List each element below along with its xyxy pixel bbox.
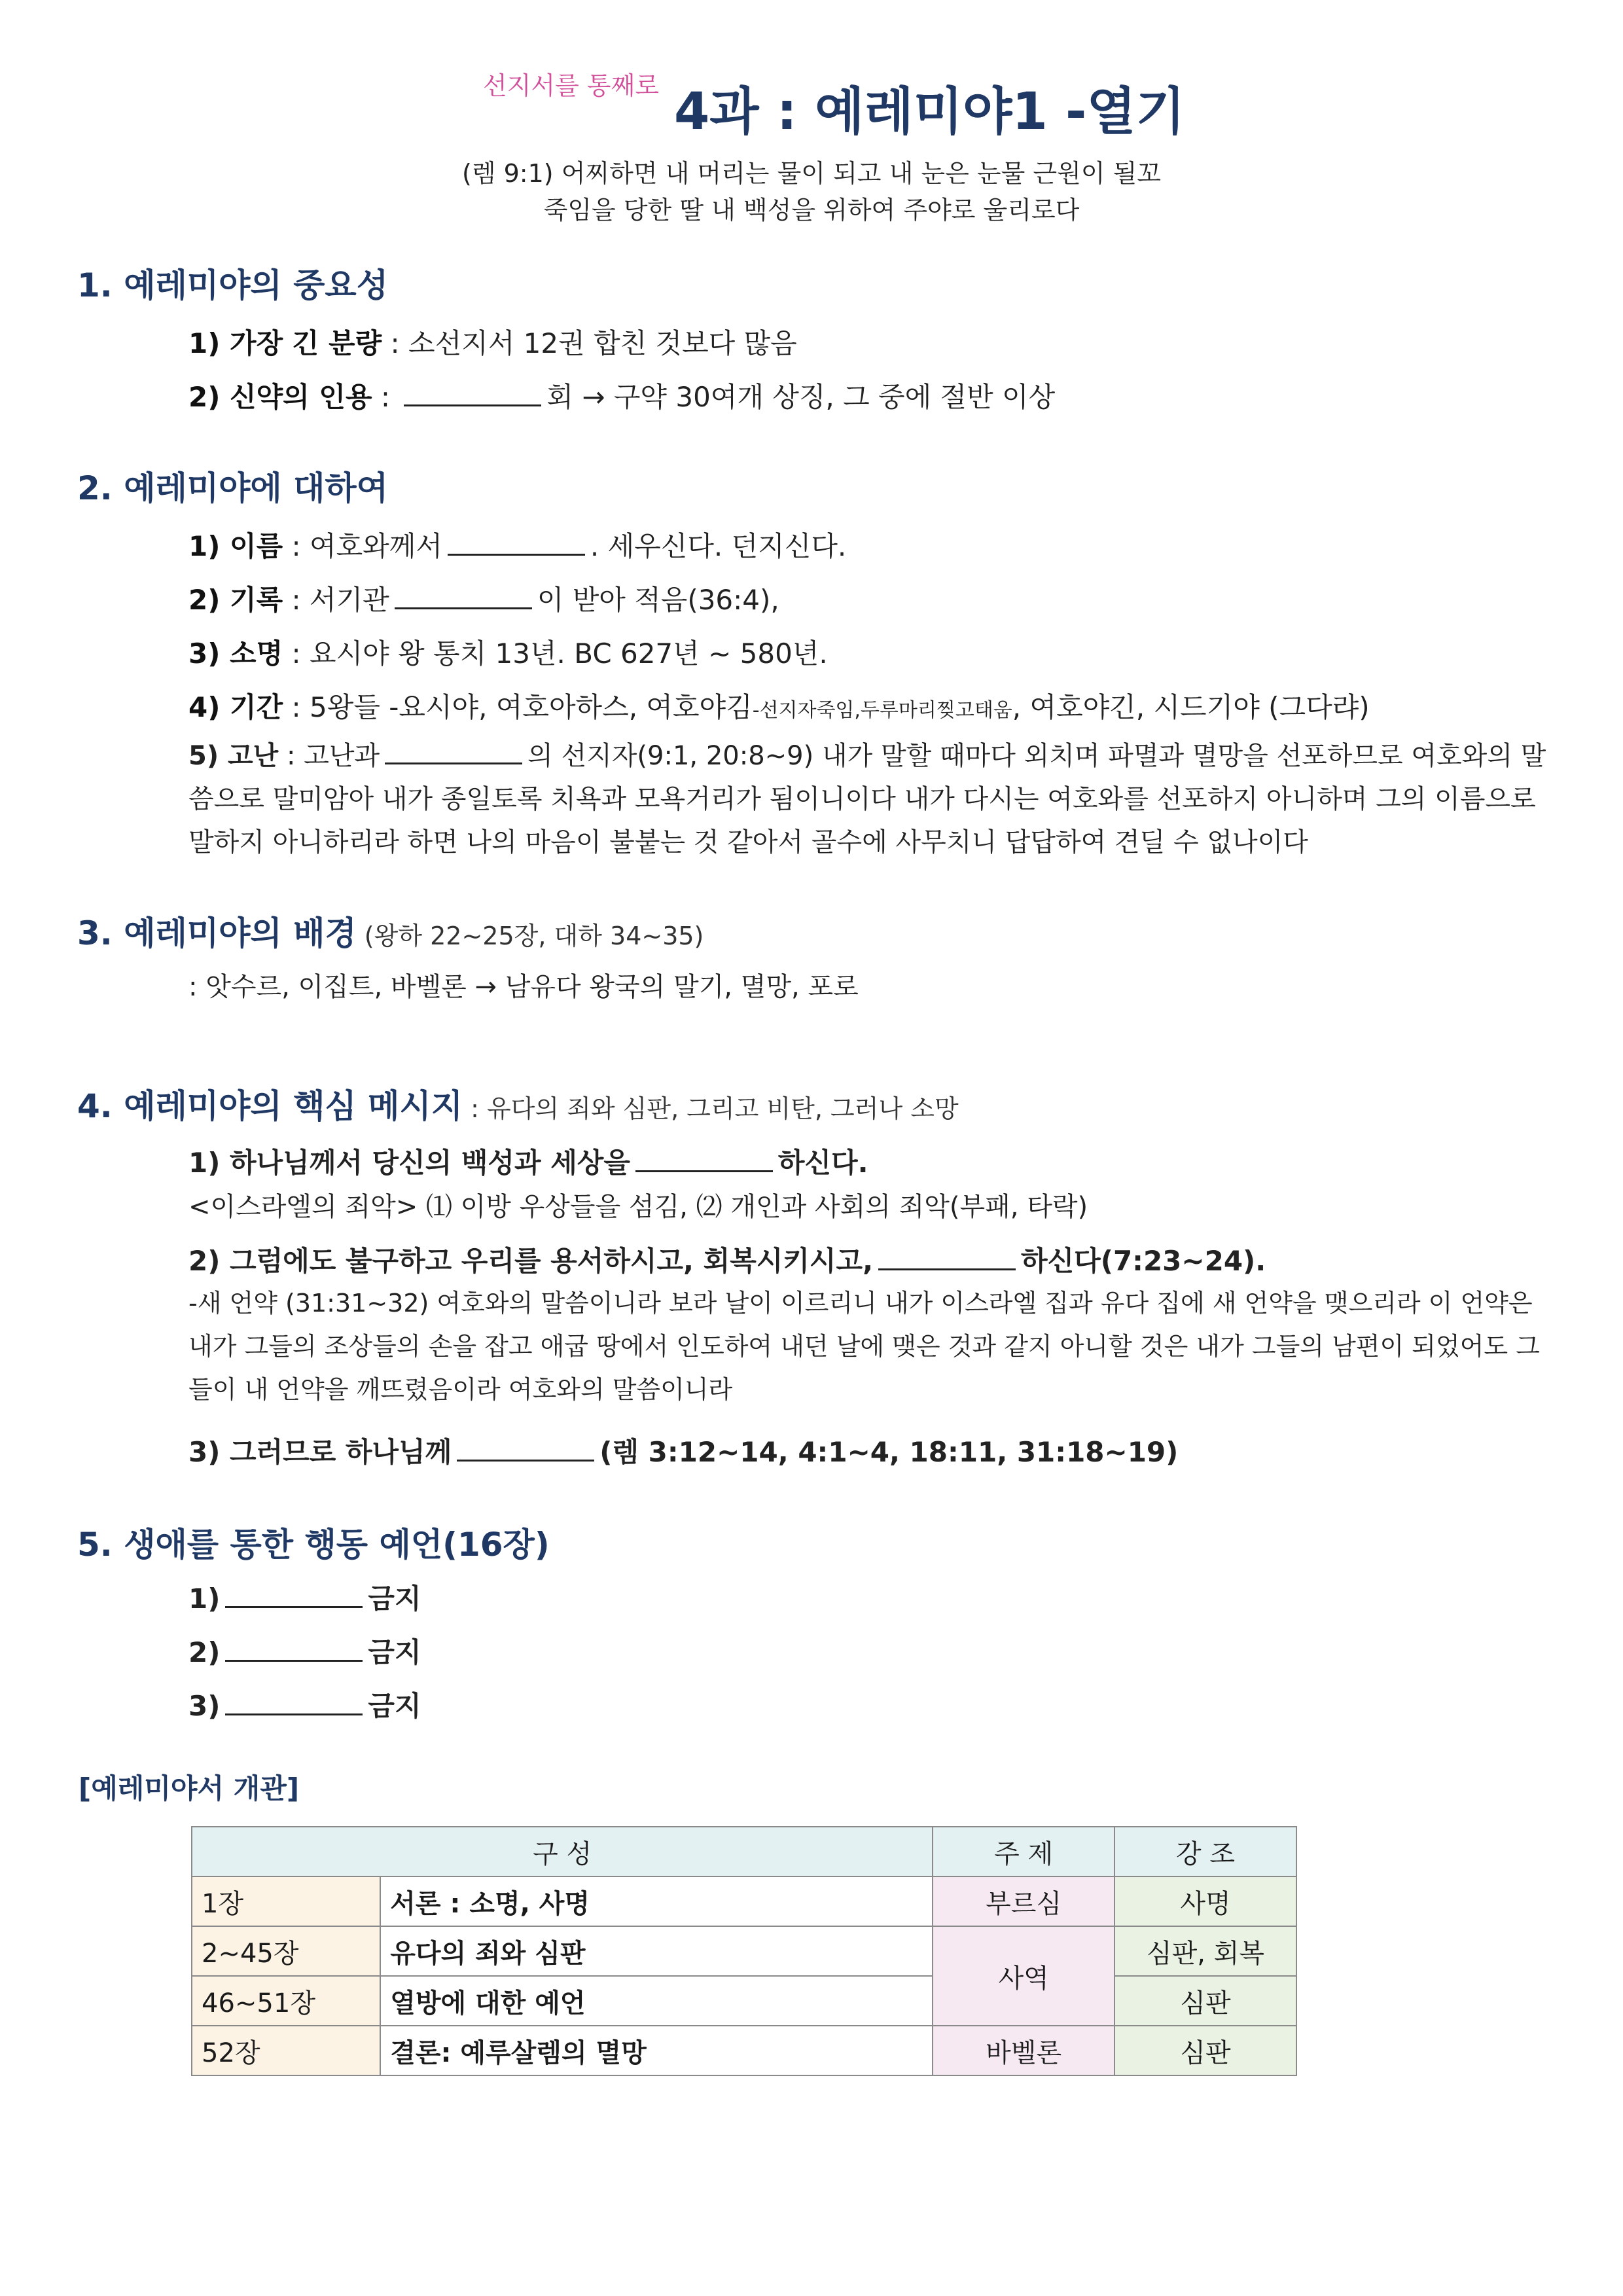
sec2-item-1-label: 1) 이름: [188, 530, 283, 562]
section-1-heading: 1. 예레미야의 중요성: [77, 266, 388, 304]
sec4-point-3-post: (렘 3:12~14, 4:1~4, 18:11, 31:18~19): [599, 1436, 1179, 1468]
section-4-subtitle: : 유다의 죄와 심판, 그리고 비탄, 그러나 소망: [463, 1094, 959, 1123]
fill-in-blank[interactable]: [225, 1581, 363, 1608]
sec2-item-4-post: , 여호야긴, 시드기야 (그다랴): [1012, 691, 1370, 723]
verse-line-2: 죽임을 당한 딸 내 백성을 위하여 주야로 울리로다: [543, 196, 1080, 224]
sec2-item-2-pre: : 서기관: [283, 584, 389, 616]
table-row: [192, 1976, 1296, 2026]
sec2-item-3-label: 3) 소명: [188, 637, 283, 670]
sec1-item-2: [188, 376, 1055, 415]
content-cell: 열방에 대한 예언: [380, 1976, 933, 2026]
sec2-item-2: [188, 579, 779, 618]
sec1-item-2-pre: :: [372, 381, 399, 413]
sec4-point-2: [188, 1240, 1266, 1279]
header-emphasis: 강 조: [1115, 1827, 1296, 1876]
sec4-point-3: [188, 1431, 1178, 1470]
section-3-heading: [77, 907, 704, 954]
fill-in-blank[interactable]: [448, 529, 585, 556]
chapter-cell: 2~45장: [192, 1926, 380, 1976]
theme-cell: 부르심: [933, 1876, 1115, 1926]
sec5-item-2: [188, 1631, 421, 1670]
sec2-item-1: [188, 525, 846, 564]
fill-in-blank[interactable]: [404, 380, 541, 406]
emphasis-cell: 사명: [1115, 1876, 1296, 1926]
section-3-subtitle: (왕하 22~25장, 대하 34~35): [356, 922, 704, 950]
chapter-cell: 1장: [192, 1876, 380, 1926]
verse-line-1: (렘 9:1) 어찌하면 내 머리는 물이 되고 내 눈은 눈물 근원이 될꼬: [462, 159, 1161, 188]
sec4-point-1-pre: 1) 하나님께서 당신의 백성과 세상을: [188, 1147, 630, 1179]
section-2-heading: 2. 예레미야에 대하여: [77, 469, 388, 507]
theme-cell: 사역: [933, 1926, 1115, 2026]
sec1-item-2-text: 회 → 구약 30여개 상징, 그 중에 절반 이상: [546, 381, 1056, 413]
sec2-item-2-label: 2) 기록: [188, 584, 283, 616]
sec2-item-1-pre: : 여호와께서: [283, 530, 442, 562]
sec5-item-3-num: 3): [188, 1690, 221, 1722]
chapter-cell: 46~51장: [192, 1976, 380, 2026]
fill-in-blank[interactable]: [878, 1244, 1016, 1270]
sec2-item-5: [188, 734, 1556, 864]
table-header-row: [192, 1827, 1296, 1876]
sec1-item-1: [188, 322, 797, 361]
sec2-item-5-pre: : 고난과: [278, 741, 380, 771]
sec2-item-5-label: 5) 고난: [188, 741, 279, 771]
sec2-item-4-note: -선지자죽임,두루마리찢고태움: [752, 699, 1012, 722]
header-structure: 구 성: [192, 1827, 933, 1876]
sec4-point-1-post: 하신다.: [777, 1147, 868, 1179]
chapter-cell: 52장: [192, 2026, 380, 2075]
content-cell: 유다의 죄와 심판: [380, 1926, 933, 1976]
sec2-item-4-pre: : 5왕들 -요시야, 여호아하스, 여호야김: [283, 691, 753, 723]
section-5-heading: 5. 생애를 통한 행동 예언(16장): [77, 1526, 550, 1564]
sec4-point-2-pre: 2) 그럼에도 불구하고 우리를 용서하시고, 회복시키시고,: [188, 1245, 874, 1277]
sec2-item-5-text: 의 선지자(9:1, 20:8~9) 내가 말할 때마다 외치며 파멸과 멸망을 선포하므로 여호와의 말씀으로 말미암아 내가 종일토록 치욕과 모욕거리가 됨이니이다 내가 다시는 여호와를 선포하지 아니하며 그의 이름으로 말하지 아니하리라 하면 나의 마음이 불붙는 것 같아서 골수에 사무치니 답답하여 견딜 수 없나이다: [188, 741, 1546, 857]
section-3-title: 3. 예레미야의 배경: [77, 914, 357, 952]
sec2-item-3: [188, 632, 828, 672]
sec5-item-2-word: 금지: [368, 1636, 421, 1668]
sec4-point-3-pre: 3) 그러므로 하나님께: [188, 1436, 452, 1468]
sec2-item-3-text: : 요시야 왕 통치 13년. BC 627년 ~ 580년.: [283, 637, 828, 670]
fill-in-blank[interactable]: [635, 1145, 773, 1172]
sec5-item-3-word: 금지: [368, 1690, 421, 1722]
sec5-item-1-num: 1): [188, 1583, 221, 1615]
fill-in-blank[interactable]: [457, 1435, 594, 1462]
sec5-item-3: [188, 1685, 421, 1724]
sec2-item-4-label: 4) 기간: [188, 691, 283, 723]
fill-in-blank[interactable]: [385, 738, 522, 764]
sec4-point-2-note: -새 언약 (31:31~32) 여호와의 말씀이니라 보라 날이 이르리니 내가 이스라엘 집과 유다 집에 새 언약을 맺으리라 이 언약은 내가 그들의 조상들의 손을 잡고 애굽 땅에서 인도하여 내던 날에 맺은 것과 같지 아니할 것은 내가 그들의 남편이 되었어도 그들이 내 언약을 깨뜨렸음이라 여호와의 말씀이니라: [188, 1289, 1540, 1404]
sec1-item-2-label: 2) 신약의 인용: [188, 381, 372, 413]
series-label: 선지서를 통째로: [483, 71, 660, 100]
content-cell: 서론 : 소명, 사명: [380, 1876, 933, 1926]
sec4-point-1-note: <이스라엘의 죄악> ⑴ 이방 우상들을 섬김, ⑵ 개인과 사회의 죄악(부패, 타락): [188, 1192, 1088, 1222]
page-title: 4과 : 예레미야1 -열기: [674, 82, 1186, 141]
header-theme: 주 제: [933, 1827, 1115, 1876]
emphasis-cell: 심판: [1115, 2026, 1296, 2075]
sec2-item-2-post: 이 받아 적음(36:4),: [537, 584, 779, 616]
sec2-item-1-post: . 세우신다. 던지신다.: [590, 530, 847, 562]
fill-in-blank[interactable]: [225, 1635, 363, 1662]
section-4-title: 4. 예레미야의 핵심 메시지: [77, 1087, 463, 1125]
sec5-item-1: [188, 1577, 421, 1617]
sec5-item-1-word: 금지: [368, 1583, 421, 1615]
sec2-item-4: [188, 686, 1370, 725]
sec3-text: : 앗수르, 이집트, 바벨론 → 남유다 왕국의 말기, 멸망, 포로: [188, 972, 859, 1002]
content-cell: 결론: 예루살렘의 멸망: [380, 2026, 933, 2075]
emphasis-cell: 심판: [1115, 1976, 1296, 2026]
overview-table: [191, 1826, 1297, 2076]
sec1-item-1-text: : 소선지서 12권 합친 것보다 많음: [382, 327, 797, 359]
overview-heading: [예레미야서 개관]: [79, 1772, 300, 1804]
sec5-item-2-num: 2): [188, 1636, 221, 1668]
sec1-item-1-label: 1) 가장 긴 분량: [188, 327, 382, 359]
table-row: [192, 2026, 1296, 2075]
theme-cell: 바벨론: [933, 2026, 1115, 2075]
emphasis-cell: 심판, 회복: [1115, 1926, 1296, 1976]
fill-in-blank[interactable]: [395, 583, 532, 609]
section-4-heading: [77, 1080, 959, 1127]
table-row: [192, 1926, 1296, 1976]
table-row: [192, 1876, 1296, 1926]
fill-in-blank[interactable]: [225, 1689, 363, 1715]
sec4-point-1: [188, 1141, 868, 1181]
sec4-point-2-post: 하신다(7:23~24).: [1021, 1245, 1266, 1277]
